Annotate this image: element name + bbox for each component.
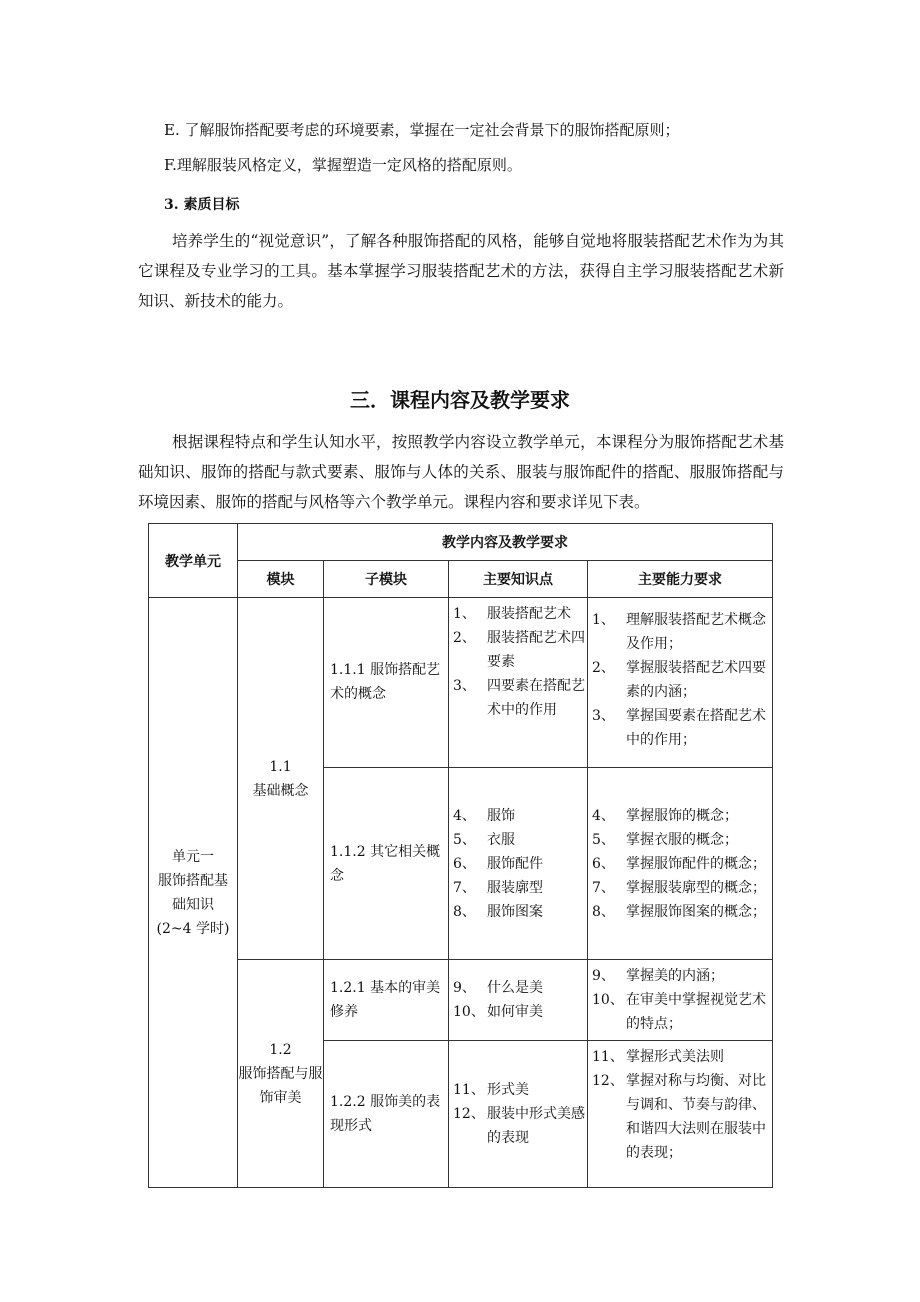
list-item: 10、 在审美中掌握视觉艺术的特点； (592, 992, 766, 1032)
list-item: 7、 服装廓型 (453, 879, 543, 896)
unit-line: 单元一 (172, 848, 214, 865)
list-item: 1、 理解服装搭配艺术概念及作用； (592, 612, 766, 652)
header-unit: 教学单元 (149, 524, 238, 598)
module-name: 基础概念 (252, 782, 309, 799)
list-item: 10、 如何审美 (453, 1004, 543, 1020)
objective-e: E. 了解服饰搭配要考虑的环境要素，掌握在一定社会背景下的服饰搭配原则； (164, 121, 680, 139)
list-item: 8、 服饰图案 (453, 903, 543, 920)
list-item: 9、 掌握美的内涵； (592, 968, 724, 984)
knowledge-cell (449, 960, 588, 1041)
list-item: 6、 服饰配件 (453, 855, 543, 872)
list-item: 4、 服饰 (453, 807, 515, 824)
unit-hours: (2~4 学时) (156, 920, 230, 937)
list-item: 3、 四要素在搭配艺术中的作用 (453, 678, 585, 718)
list-item: 9、 什么是美 (453, 980, 543, 996)
quality-goal-paragraph: 培养学生的“视觉意识”，了解各种服饰搭配的风格，能够自觉地将服装搭配艺术作为为其它课程及专业学习的工具。基本掌握学习服装搭配艺术的方法，获得自主学习服装搭配艺术新知识、新技术的能力。 (138, 232, 784, 310)
submodule-cell (324, 598, 449, 768)
header-content: 教学内容及教学要求 (238, 524, 773, 561)
module-cell (238, 598, 324, 960)
unit-line: 服饰搭配基 (158, 872, 228, 889)
list-item: 5、 掌握衣服的概念； (592, 831, 738, 848)
header-knowledge: 主要知识点 (449, 561, 588, 598)
list-item: 2、 服装搭配艺术四要素 (453, 630, 585, 670)
list-item: 11、 掌握形式美法则 (592, 1049, 724, 1065)
list-item: 12、 掌握对称与均衡、对比与调和、节奏与韵律、和谐四大法则在服装中的表现； (592, 1073, 766, 1161)
submodule-title: 1.2.2 服饰美的表现形式 (330, 1094, 441, 1134)
ability-cell (588, 768, 773, 960)
knowledge-cell (449, 598, 588, 768)
header-ability: 主要能力要求 (588, 561, 773, 598)
module-code: 1.1 (269, 758, 292, 775)
module-cell (238, 960, 324, 1188)
course-content-table (148, 523, 773, 1188)
section-intro-paragraph: 根据课程特点和学生认知水平，按照教学内容设立教学单元，本课程分为服饰搭配艺术基础知识、服饰的搭配与款式要素、服饰与人体的关系、服装与服饰配件的搭配、服服饰搭配与环境因素、服饰的搭配与风格等六个教学单元。课程内容和要求详见下表。 (138, 433, 784, 511)
submodule-title: 1.1.1 服饰搭配艺术的概念 (330, 662, 441, 702)
list-item: 6、 掌握服饰配件的概念； (592, 855, 766, 872)
list-item: 7、 掌握服装廓型的概念； (592, 879, 766, 896)
knowledge-cell (449, 768, 588, 960)
unit-line: 础知识 (172, 896, 214, 913)
list-item: 8、 掌握服饰图案的概念； (592, 903, 766, 920)
submodule-title: 1.2.1 基本的审美修养 (330, 980, 441, 1020)
ability-cell (588, 1041, 773, 1188)
submodule-title: 1.1.2 其它相关概念 (330, 843, 441, 884)
header-submodule: 子模块 (324, 561, 449, 598)
ability-cell (588, 960, 773, 1041)
section-title: 三．课程内容及教学要求 (350, 388, 570, 412)
list-item: 12、 服装中形式美感的表现 (453, 1106, 585, 1146)
list-item: 5、 衣服 (453, 831, 515, 848)
submodule-cell (324, 1041, 449, 1188)
list-item: 3、 掌握国要素在搭配艺术中的作用； (592, 708, 766, 748)
module-name: 服饰搭配与服饰审美 (238, 1065, 323, 1106)
list-item: 4、 掌握服饰的概念； (592, 807, 738, 824)
list-item: 1、 服装搭配艺术 (453, 606, 571, 622)
knowledge-cell (449, 1041, 588, 1188)
quality-goal-heading: 3. 素质目标 (164, 197, 240, 213)
objective-f: F.理解服装风格定义，掌握塑造一定风格的搭配原则。 (164, 156, 522, 174)
ability-cell (588, 598, 773, 768)
module-code: 1.2 (269, 1041, 292, 1058)
header-module: 模块 (238, 561, 324, 598)
unit-cell (149, 598, 238, 1188)
submodule-cell (324, 960, 449, 1041)
list-item: 2、 掌握服装搭配艺术四要素的内涵； (592, 660, 766, 700)
submodule-cell (324, 768, 449, 960)
list-item: 11、 形式美 (453, 1082, 529, 1098)
